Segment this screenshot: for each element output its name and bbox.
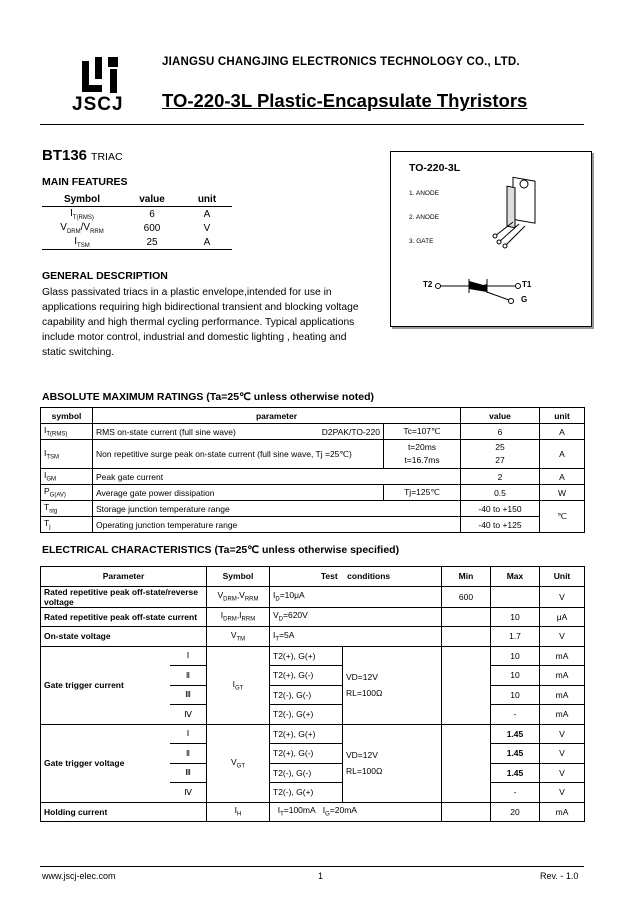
page-number: 1 — [318, 871, 324, 881]
footer-divider — [40, 866, 584, 867]
mf-value: 6 — [149, 208, 155, 220]
ec-unit: μA — [540, 607, 585, 627]
ec-col-test-label: Test — [320, 571, 338, 582]
table-row — [41, 802, 585, 822]
ec-unit: mA — [540, 802, 585, 822]
ec-unit: V — [540, 627, 585, 647]
amr-table — [40, 407, 585, 533]
pin-1-label: 1. ANODE — [409, 190, 439, 197]
mf-col-value: value — [122, 192, 182, 207]
ec-max: 1.45 — [491, 724, 540, 744]
table-row — [42, 207, 232, 222]
amr-heading: ABSOLUTE MAXIMUM RATINGS (Ta=25℃ unless otherwise noted) — [42, 391, 374, 403]
ec-cond: T2(+), G(-) — [270, 666, 343, 686]
ec-symbol: $I_{GT}$ — [207, 646, 270, 724]
ec-col-max: Max — [491, 567, 540, 587]
part-number-text: BT136 — [42, 147, 88, 164]
part-number — [42, 147, 123, 164]
ec-cond: T2(+), G(+) — [270, 646, 343, 666]
general-description-text: Glass passivated triacs in a plastic envelope,intended for use in applications requiring high bidirectional transient and blocking voltage capability and high thermal cycling performance. Typical applications include motor control, industrial and domestic lighting , heating and static switching. — [42, 287, 359, 358]
ec-symbol: $V_{GT}$ — [207, 724, 270, 802]
ec-param: Rated repetitive peak off-state current — [41, 607, 207, 627]
ec-col-symbol: Symbol — [207, 567, 270, 587]
to220-package-icon — [483, 170, 543, 250]
ec-symbol: $I_{DRM},I_{RRM}$ — [207, 607, 270, 627]
ec-col-test — [270, 567, 442, 587]
ec-rl: RL=100Ω — [346, 766, 383, 776]
table-row — [41, 586, 585, 607]
ec-unit: V — [540, 586, 585, 607]
amr-symbol: $I_{T(RMS)}$ — [41, 424, 93, 440]
amr-parameter: Non repetitive surge peak on-state current (full sine wave, Tj =25℃) — [93, 440, 384, 469]
main-features-heading: MAIN FEATURES — [42, 176, 128, 188]
ec-col-unit: Unit — [540, 567, 585, 587]
ec-param: Gate trigger voltage — [41, 724, 171, 802]
table-row — [41, 517, 585, 533]
amr-cond2: Tc=107℃ — [384, 424, 461, 440]
ec-quad: Ⅳ — [170, 783, 207, 803]
ec-col-conditions-label: conditions — [347, 571, 391, 582]
amr-unit: W — [540, 485, 585, 501]
ec-test: $I_T=5A$ — [270, 627, 442, 647]
amr-col-value: value — [461, 408, 540, 424]
ec-vd: VD=12V — [346, 672, 378, 682]
revision: Rev. - 1.0 — [540, 871, 579, 881]
amr-symbol: $T_{stg}$ — [41, 501, 93, 517]
ec-min — [442, 724, 491, 802]
mf-value: 25 — [122, 235, 182, 250]
amr-unit: A — [540, 469, 585, 485]
ec-cond: T2(+), G(-) — [270, 744, 343, 764]
ec-heading: ELECTRICAL CHARACTERISTICS (Ta=25℃ unless otherwise specified) — [42, 544, 400, 556]
page-title: TO-220-3L Plastic-Encapsulate Thyristors — [162, 90, 528, 111]
ec-min — [442, 802, 491, 822]
amr-parameter: Peak gate current — [93, 469, 461, 485]
amr-symbol: $I_{TSM}$ — [41, 440, 93, 469]
ec-max — [491, 586, 540, 607]
amr-value: 6 — [461, 424, 540, 440]
header-divider — [40, 124, 584, 125]
amr-value-a: 25 — [495, 442, 505, 452]
ec-cond: T2(+), G(+) — [270, 724, 343, 744]
main-features-table — [42, 192, 232, 250]
amr-unit: A — [540, 440, 585, 469]
g-label: G — [521, 295, 528, 304]
mf-unit: A — [203, 208, 211, 220]
ec-cond: T2(-), G(+) — [270, 783, 343, 803]
ec-max: 10 — [491, 607, 540, 627]
mf-symbol: $I_{T(RMS)}$ — [70, 207, 94, 221]
table-row — [41, 627, 585, 647]
amr-value: -40 to +125 — [461, 517, 540, 533]
amr-cond1: D2PAK/TO-220 — [297, 424, 384, 440]
amr-value-multi — [461, 440, 540, 469]
ec-param: Gate trigger current — [41, 646, 171, 724]
amr-col-symbol: symbol — [41, 408, 93, 424]
ec-unit: V — [540, 724, 585, 744]
ec-max: 10 — [491, 646, 540, 666]
ec-symbol: $I_H$ — [207, 802, 270, 822]
ec-test: $I_D=10\mu A$ — [270, 586, 442, 607]
ec-param: Rated repetitive peak off-state/reverse voltage — [41, 586, 207, 607]
ec-quad: Ⅲ — [170, 763, 207, 783]
mf-col-unit: unit — [182, 192, 232, 207]
general-description-heading: GENERAL DESCRIPTION — [42, 270, 168, 282]
mf-col-symbol: Symbol — [42, 192, 122, 207]
ec-max: - — [491, 783, 540, 803]
ec-min — [442, 627, 491, 647]
amr-cond-multi — [384, 440, 461, 469]
ec-cond: T2(-), G(-) — [270, 685, 343, 705]
table-row — [42, 221, 232, 235]
ec-max: 1.45 — [491, 763, 540, 783]
ec-unit: V — [540, 763, 585, 783]
ec-unit: V — [540, 783, 585, 803]
jscj-logo-mark — [82, 57, 122, 93]
package-box — [390, 151, 592, 327]
ec-param: Holding current — [41, 802, 207, 822]
mf-symbol: $V_{DRM}/V_{RRM}$ — [60, 221, 104, 235]
ec-symbol: $V_{DRM},V_{RRM}$ — [207, 586, 270, 607]
ec-quad: Ⅱ — [170, 744, 207, 764]
package-title: TO-220-3L — [409, 162, 461, 174]
amr-col-parameter: parameter — [93, 408, 461, 424]
ec-unit: V — [540, 744, 585, 764]
amr-parameter: Storage junction temperature range — [93, 501, 461, 517]
amr-value: -40 to +150 — [461, 501, 540, 517]
mf-unit: V — [203, 222, 211, 234]
ec-max: - — [491, 705, 540, 725]
ec-max: 10 — [491, 685, 540, 705]
table-row — [41, 424, 585, 440]
ec-vd: VD=12V — [346, 750, 378, 760]
ec-min: 600 — [442, 586, 491, 607]
ec-quad: Ⅰ — [170, 646, 207, 666]
ec-max: 10 — [491, 666, 540, 686]
amr-value: 0.5 — [461, 485, 540, 501]
ec-unit: mA — [540, 685, 585, 705]
ec-cond: T2(-), G(+) — [270, 705, 343, 725]
amr-parameter: RMS on-state current (full sine wave) — [93, 424, 298, 440]
mf-unit: A — [182, 235, 232, 250]
amr-symbol: $P_{G(AV)}$ — [41, 485, 93, 501]
logo-text: JSCJ — [72, 94, 124, 115]
ec-col-min: Min — [442, 567, 491, 587]
amr-cond-b: t=16.7ms — [404, 455, 440, 465]
ec-max: 1.7 — [491, 627, 540, 647]
amr-value: 2 — [461, 469, 540, 485]
amr-cond2: Tj=125℃ — [384, 485, 461, 501]
amr-parameter: Average gate power dissipation — [93, 485, 384, 501]
ec-quad: Ⅳ — [170, 705, 207, 725]
ec-table — [40, 566, 585, 822]
mf-value: 600 — [143, 222, 161, 234]
pin-3-label: 3. GATE — [409, 238, 434, 245]
table-row — [41, 724, 585, 744]
ec-param: On-state voltage — [41, 627, 207, 647]
ec-min — [442, 646, 491, 724]
t1-label: T1 — [522, 280, 532, 289]
table-row — [41, 469, 585, 485]
amr-col-unit: unit — [540, 408, 585, 424]
ec-symbol: $V_{TM}$ — [207, 627, 270, 647]
table-row — [42, 235, 232, 250]
part-type: TRIAC — [91, 151, 123, 163]
ec-max: 20 — [491, 802, 540, 822]
amr-value-b: 27 — [495, 455, 505, 465]
amr-symbol: $T_j$ — [41, 517, 93, 533]
ec-quad: Ⅰ — [170, 724, 207, 744]
amr-parameter: Operating junction temperature range — [93, 517, 461, 533]
pin-2-label: 2. ANODE — [409, 214, 439, 221]
table-row — [41, 646, 585, 666]
ec-col-parameter: Parameter — [41, 567, 207, 587]
amr-symbol: $I_{GM}$ — [41, 469, 93, 485]
table-row — [41, 440, 585, 469]
company-name: JIANGSU CHANGJING ELECTRONICS TECHNOLOGY CO., LTD. — [162, 56, 520, 68]
ec-unit: mA — [540, 705, 585, 725]
ec-test: $V_D=620V$ — [270, 607, 442, 627]
ec-quad: Ⅱ — [170, 666, 207, 686]
table-row — [41, 485, 585, 501]
amr-unit: A — [540, 424, 585, 440]
table-row — [41, 501, 585, 517]
ec-max: 1.45 — [491, 744, 540, 764]
table-row — [41, 607, 585, 627]
amr-cond-a: t=20ms — [407, 442, 437, 452]
ec-min — [442, 607, 491, 627]
amr-unit: ℃ — [540, 501, 585, 533]
mf-symbol: $I_{TSM}$ — [42, 235, 122, 250]
ec-rl: RL=100Ω — [346, 688, 383, 698]
ec-cond: T2(-), G(-) — [270, 763, 343, 783]
t2-label: T2 — [423, 280, 433, 289]
footer-url[interactable]: www.jscj-elec.com — [42, 871, 116, 881]
ec-unit: mA — [540, 666, 585, 686]
ec-bias — [343, 646, 442, 724]
ec-test: $I_T=100mA$ $I_G=20mA$ — [270, 802, 442, 822]
ec-bias — [343, 724, 442, 802]
ec-quad: Ⅲ — [170, 685, 207, 705]
ec-unit: mA — [540, 646, 585, 666]
